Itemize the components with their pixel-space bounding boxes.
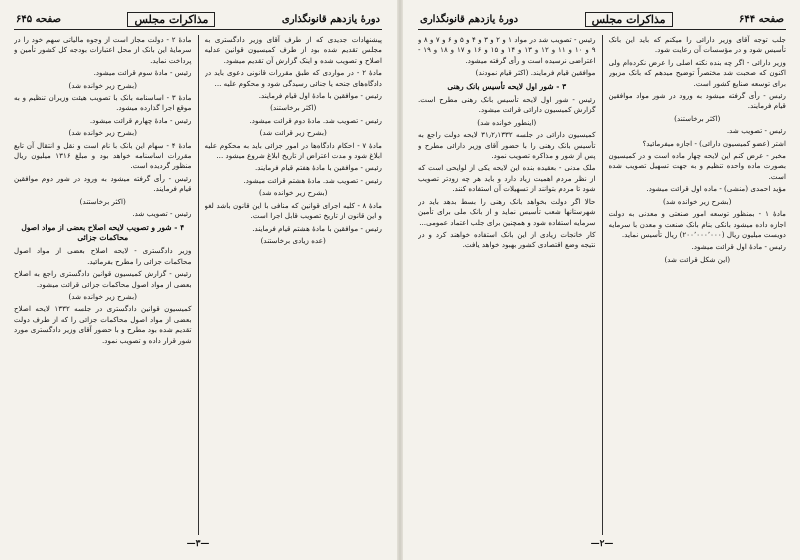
right-page-header <box>418 10 786 30</box>
paragraph: کمیسیون قوانین دادگستری در جلسه ۱۳۳۲ لایحه اصلاح بعضی از مواد اصول محاکمات جزائی را که از طرف دولت تقدیم شده بود مطرح و با حضور آقای وزیر دادگستری مورد شور قرار داده و تصویب نمود. <box>14 304 192 345</box>
right-page <box>408 6 796 554</box>
paragraph: مادهٔ ۱ - بمنظور توسعه امور صنعتی و معدنی به دولت اجازه داده میشود بانکی بنام بانک صنعت و معدن با سرمایه دویست میلیون ریال (۲۰۰٬۰۰۰٬۰۰۰) ریال تأسیس نماید. <box>608 209 786 239</box>
paragraph: رئیس - تصویب شد در مواد ۱ و ۲ و ۳ و ۴ و ۵ و ۶ و ۷ و ۸ و ۹ و ۱۰ و ۱۱ و ۱۲ و ۱۳ و ۱۴ و ۱۵ و ۱۶ و ۱۷ و ۱۸ و ۱۹ - اعتراضی نرسیده است و رأی گرفته میشود. <box>418 35 596 65</box>
paragraph: کار خانجات زیادی از این بانک استفاده خواهند کرد و در نتیجه وضع اقتصادی کشور بهبود خواهد یافت. <box>418 229 596 250</box>
paragraph: رئیس - تصویب شد. <box>726 126 786 136</box>
column-divider <box>198 35 199 535</box>
paragraph: مادهٔ ۲ - در مواردی که طبق مقررات قانونی دعوی باید در دادگاه‌های جنحه یا جنائی رسیدگی شود و محکوم علیه ... <box>204 68 382 88</box>
paragraph: رئیس - تصویب شد. مادهٔ هشتم قرائت میشود. <box>243 175 382 185</box>
publication-title: مذاکرات مجلس <box>127 12 215 27</box>
left-page-header <box>14 10 382 30</box>
procedural-note: (اکثر برخاستند) <box>674 113 721 123</box>
paragraph: جلب توجه آقای وزیر دارائی را میکنم که باید این بانک تأسیس شود و در مؤسسات آن رعایت شود. <box>608 35 786 55</box>
paragraph: رئیس - مادهٔ چهارم قرائت میشود. <box>89 115 192 125</box>
text-column <box>14 35 192 535</box>
page-number: —۲— <box>590 539 614 549</box>
session-title: دورهٔ یازدهم قانونگذاری <box>281 13 380 25</box>
paragraph: کمیسیون دارائی در جلسه ۳۱٫۲٫۱۳۳۲ لایحه دولت راجع به تأسیس بانک رهنی را با حضور آقای وزیر دارائی مطرح و پس از شور و مذاکره تصویب نمود. <box>418 130 596 161</box>
paragraph: مادهٔ ۳ - اساسنامه بانک با تصویب هیئت وزیران تنظیم و به موقع اجرا گذارده میشود. <box>14 93 192 113</box>
session-title: دورهٔ یازدهم قانونگذاری <box>420 13 519 25</box>
paragraph: رئیس - رأی گرفته میشود به ورود در شور مواد موافقین قیام فرمایند. <box>608 91 786 111</box>
section-heading: ۳ - شور اول لایحه تأسیس بانک رهنی <box>447 81 567 91</box>
paragraph: وزیر دادگستری - لایحه اصلاح بعضی از مواد اصول محاکمات جزائی را مطرح بفرمائید. <box>14 246 192 266</box>
procedural-note: (اینطور خوانده شد) <box>477 117 537 127</box>
paragraph: رئیس - مادهٔ اول قرائت میشود. <box>691 242 786 252</box>
paragraph: موافقین قیام فرمایند. (اکثر قیام نمودند) <box>475 68 596 78</box>
procedural-note: (عده زیادی برخاستند) <box>260 235 326 245</box>
paragraph: مادهٔ ۲ - دولت مجاز است از وجوه مالیاتی سهم خود را در سرمایهٔ این بانک از محل اعتبارات بودجه کل کشور تأمین و پرداخت نماید. <box>14 35 192 65</box>
page-label: صفحه ۶۴۵ <box>16 13 61 25</box>
procedural-note: (بشرح زیر خوانده شد) <box>68 291 137 301</box>
paragraph: رئیس - تصویب شد. مادهٔ دوم قرائت میشود. <box>249 115 382 125</box>
paragraph: رئیس - مادهٔ سوم قرائت میشود. <box>93 68 192 78</box>
paragraph: رئیس - موافقین با مادهٔ هفتم قیام فرمایند. <box>255 163 382 173</box>
procedural-note: (بشرح زیر خوانده شد) <box>68 80 137 90</box>
paragraph: ملک مدنی - بعقیده بنده این لایحه یکی از لوایحی است که از نظر مردم اهمیت زیاد دارد و باید هر چه زودتر تصویب شود تا مردم بتوانند از تسهیلات آن استفاده کنند. <box>418 163 596 194</box>
paragraph: مخبر - عرض کنم این لایحه چهار ماده است و در کمیسیون بصورت ماده واحده تنظیم و به جهت تسهیل تصویب شده است. <box>608 151 786 181</box>
page-number: —۳— <box>186 539 210 549</box>
book-gutter <box>397 0 403 560</box>
paragraph: مادهٔ ۷ - احکام دادگاه‌ها در امور جزائی باید به محکوم علیه ابلاغ شود و مدت اعتراض از تاریخ ابلاغ شروع میشود ... <box>204 140 382 161</box>
text-column <box>205 35 383 535</box>
paragraph: اشتر (عضو کمیسیون دارائی) - اجازه میفرمائید؟ <box>642 138 786 148</box>
text-column <box>418 35 596 535</box>
left-page <box>4 6 392 554</box>
procedural-note: (بشرح زیر خوانده شد) <box>663 196 732 206</box>
publication-title: مذاکرات مجلس <box>585 12 673 27</box>
paragraph: رئیس - تصویب شد. <box>132 209 192 219</box>
procedural-note: (بشرح زیر خوانده شد) <box>68 128 137 138</box>
procedural-note: (اکثر برخاستند) <box>79 196 126 206</box>
paragraph: پیشنهادات جدیدی که از طرف آقای وزیر دادگستری به مجلس تقدیم شده بود از طرف کمیسیون قوانین عدلیه اصلاح و تصویب شده و اینک گزارش آن تقدیم میشود. <box>204 35 382 65</box>
left-page-columns <box>14 35 382 535</box>
right-page-columns <box>418 35 786 535</box>
section-heading: ۴ - شور و تصویب لایحه اصلاح بعضی از مواد اصول محاکمات جزائی <box>21 222 185 242</box>
paragraph: رئیس - گزارش کمیسیون قوانین دادگستری راجع به اصلاح بعضی از مواد اصول محاکمات جزائی قرائت میشود. <box>14 269 192 289</box>
text-column <box>609 35 787 535</box>
procedural-note: (اکثر برخاستند) <box>270 103 317 113</box>
paragraph: مادهٔ ۸ - کلیه اجرای قوانین که منافی با این قانون باشد لغو و این قانون از تاریخ تصویب قابل اجرا است. <box>204 200 382 221</box>
paragraph: رئیس - موافقین با مادهٔ هشتم قیام فرمایند. <box>252 223 382 233</box>
procedural-note: (این شکل قرائت شد) <box>664 254 731 264</box>
procedural-note: (بشرح زیر قرائت شد) <box>259 128 327 138</box>
paragraph: رئیس - شور اول لایحه تأسیس بانک رهنی مطرح است. گزارش کمیسیون دارائی قرائت میشود. <box>418 95 596 115</box>
procedural-note: (بشرح زیر خوانده شد) <box>259 188 328 198</box>
paragraph: رئیس - رأی گرفته میشود به ورود در شور دوم موافقین قیام فرمایند. <box>14 173 192 194</box>
paragraph: مؤید احمدی (منشی) - ماده اول قرائت میشود. <box>646 184 786 194</box>
column-divider <box>602 35 603 535</box>
paragraph: وزیر دارائی - اگر چه بنده نکته اصلی را عرض نکرده‌ام ولی اکنون که صحبت شد مختصراً توضیح میدهم که بانک مزبور برای توسعه صنایع کشور است. <box>608 57 786 88</box>
paragraph: حالا اگر دولت بخواهد بانک رهنی را بسط بدهد باید در شهرستانها شعب تأسیس نماید و از بانک ملی برای تأمین سرمایه استفاده شود و همچنین برای جلب اعتماد عمومی... <box>418 196 596 227</box>
paragraph: مادهٔ ۴ - سهام این بانک با نام است و نقل و انتقال آن تابع مقررات اساسنامه خواهد بود و مبلغ ۱۳۱۶ میلیون ریال منظور گردیده است. <box>14 140 192 171</box>
paragraph: رئیس - موافقین با مادهٔ اول قیام فرمایند. <box>258 91 382 101</box>
page-label: صفحه ۶۴۴ <box>739 13 784 25</box>
